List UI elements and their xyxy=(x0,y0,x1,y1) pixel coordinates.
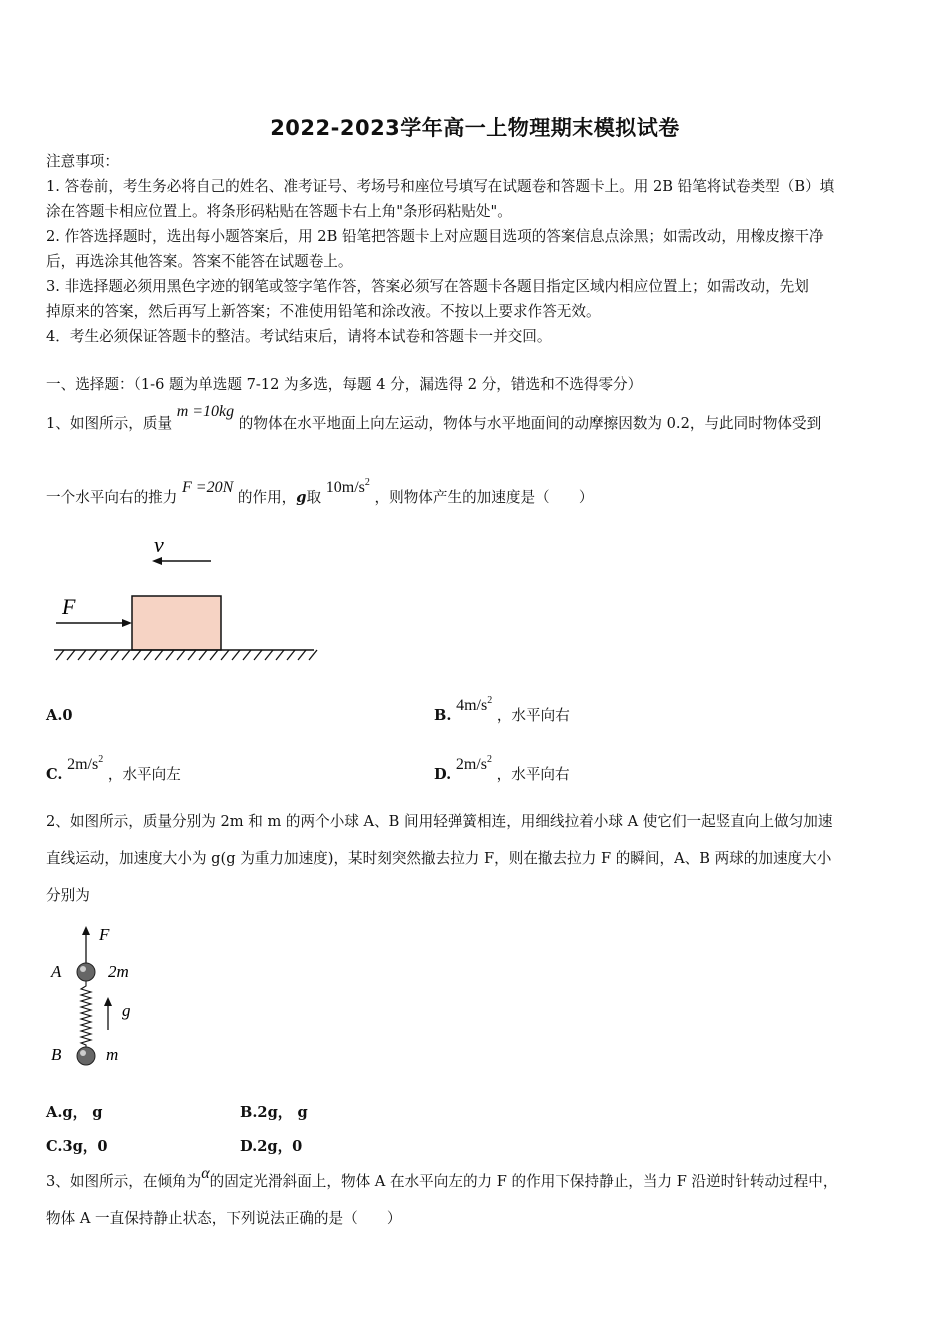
hatch-line xyxy=(265,650,273,660)
hatch-line xyxy=(89,650,97,660)
notice-line: 掉原来的答案，然后再写上新答案；不准使用铅笔和涂改液。不按以上要求作答无效。 xyxy=(46,303,601,320)
ground-hatching xyxy=(56,650,317,660)
hatch-line xyxy=(232,650,240,660)
hatch-line xyxy=(254,650,262,660)
ball-b-highlight xyxy=(80,1050,86,1056)
hatch-line xyxy=(111,650,119,660)
q1-force: F =20N xyxy=(182,479,234,496)
ball-a-highlight xyxy=(80,966,86,972)
notice-heading: 注意事项： xyxy=(46,153,119,170)
notice-line: 2. 作答选择题时，选出每小题答案后，用 2B 铅笔把答题卡上对应题目选项的答案信息点涂黑；如需改动，用橡皮擦干净 xyxy=(46,228,824,245)
hatch-line xyxy=(56,650,64,660)
q2-option-b: B.2g， g xyxy=(240,1104,308,1121)
q1-option-a: A.0 xyxy=(46,707,73,724)
accel-arrowhead-icon xyxy=(104,997,112,1006)
hatch-line xyxy=(67,650,75,660)
label-g: g xyxy=(122,1001,131,1020)
force-arrowhead-icon xyxy=(122,619,132,627)
section-heading: 一、选择题：（1-6 题为单选题 7-12 为多选，每题 4 分，漏选得 2 分，错选和不选得零分） xyxy=(46,376,643,393)
q3-line2: 物体 A 一直保持静止状态，下列说法正确的是（ ） xyxy=(46,1210,402,1227)
hatch-line xyxy=(287,650,295,660)
page-title: 2022-2023学年高一上物理期末模拟试卷 xyxy=(270,116,680,140)
hatch-line xyxy=(210,650,218,660)
velocity-label: v xyxy=(154,532,164,557)
notice-line: 3. 非选择题必须用黑色字迹的钢笔或签字笔作答，答案必须写在答题卡各题目指定区域内相应位置上；如需改动，先划 xyxy=(46,278,809,295)
q1-g: g xyxy=(296,489,307,506)
label-f: F xyxy=(99,925,110,944)
hatch-line xyxy=(199,650,207,660)
ball-a xyxy=(77,963,95,981)
label-a: A xyxy=(51,962,62,981)
hatch-line xyxy=(133,650,141,660)
hatch-line xyxy=(188,650,196,660)
notice-line: 1. 答卷前，考生务必将自己的姓名、准考证号、考场号和座位号填写在试题卷和答题卡上。用 2B 铅笔将试卷类型（B）填 xyxy=(46,178,835,195)
q1-take: 取 xyxy=(306,489,322,506)
force-label: F xyxy=(62,594,76,619)
q1-figure xyxy=(46,528,326,668)
hatch-line xyxy=(177,650,185,660)
label-b: B xyxy=(51,1045,62,1064)
q2-option-c: C.3g，0 xyxy=(46,1138,108,1155)
q1-middle: 的物体在水平地面上向左运动，物体与水平地面间的动摩擦因数为 0.2，与此同时物体受到 xyxy=(238,415,822,432)
ball-b xyxy=(77,1047,95,1065)
q2-option-d: D.2g，0 xyxy=(240,1138,303,1155)
q2-line2: 直线运动，加速度大小为 g(g 为重力加速度)，某时刻突然撤去拉力 F，则在撤去拉力 F 的瞬间，A、B 两球的加速度大小 xyxy=(46,850,832,867)
hatch-line xyxy=(243,650,251,660)
q2-figure xyxy=(46,920,156,1070)
hatch-line xyxy=(144,650,152,660)
label-2m: 2m xyxy=(108,962,129,981)
notice-line: 涂在答题卡相应位置上。将条形码粘贴在答题卡右上角"条形码粘贴处"。 xyxy=(46,203,512,220)
block xyxy=(132,596,221,650)
q1-mass: m =10kg xyxy=(176,403,235,420)
q2-line3: 分别为 xyxy=(46,887,90,904)
hatch-line xyxy=(221,650,229,660)
hatch-line xyxy=(166,650,174,660)
velocity-arrowhead-icon xyxy=(152,557,162,565)
hatch-line xyxy=(298,650,306,660)
hatch-line xyxy=(276,650,284,660)
q1-line2-end: ，则物体产生的加速度是（ ） xyxy=(374,489,594,506)
notice-line: 4．考生必须保证答题卡的整洁。考试结束后，请将本试卷和答题卡一并交回。 xyxy=(46,328,552,345)
q3-line1: 3、如图所示，在倾角为α的固定光滑斜面上，物体 A 在水平向左的力 F 的作用下保持静止，当力 F 沿逆时针转动过程中， xyxy=(46,1165,838,1190)
q1-prefix: 1、如图所示，质量 xyxy=(46,415,173,432)
q1-option-c: C. $2m/s^2$ ，水平向左 xyxy=(46,754,181,783)
q1-line2-mid: 的作用， xyxy=(237,489,297,506)
q2-option-a: A.g， g xyxy=(46,1104,103,1121)
q1-line2 xyxy=(46,477,594,512)
q2-line1: 2、如图所示，质量分别为 2m 和 m 的两个小球 A、B 间用轻弹簧相连，用细线拉着小球 A 使它们一起竖直向上做匀加速 xyxy=(46,813,833,830)
notice-line: 后，再选涂其他答案。答案不能答在试题卷上。 xyxy=(46,253,353,270)
hatch-line xyxy=(122,650,130,660)
hatch-line xyxy=(155,650,163,660)
label-m: m xyxy=(106,1045,119,1064)
spring xyxy=(81,981,91,1047)
hatch-line xyxy=(309,650,317,660)
q1-option-b: B. $4m/s^2$ ，水平向右 xyxy=(434,695,570,724)
q3-alpha: α xyxy=(201,1165,210,1182)
q1-line2-prefix: 一个水平向右的推力 xyxy=(46,489,178,506)
q1-gval: $10m/s^2$ xyxy=(325,477,370,496)
hatch-line xyxy=(100,650,108,660)
q1-line1 xyxy=(46,403,822,436)
q1-option-d: D. $2m/s^2$ ，水平向右 xyxy=(434,754,570,783)
tension-arrowhead-icon xyxy=(82,926,90,935)
hatch-line xyxy=(78,650,86,660)
